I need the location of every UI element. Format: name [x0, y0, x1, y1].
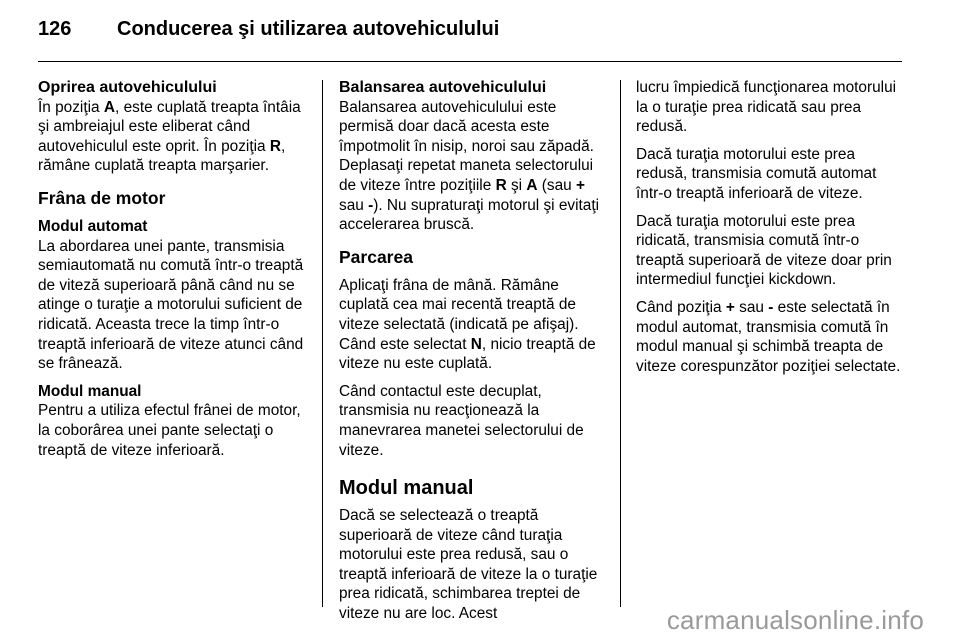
paragraph-col3-2: Dacă turaţia motorului este prea redusă, transmisia comută automat într-o treaptă inferioară de viteze.	[636, 145, 877, 202]
header-divider	[38, 61, 902, 62]
column-divider-2	[620, 80, 621, 607]
paragraph-balansarea: Balansarea autovehiculului este permisă doar dacă acesta este împotmolit în nisip, noroi sau zăpadă. Deplasaţi repetat maneta selectorului de viteze între poziţiile R şi A (sau + sau -). Nu supraturaţi motorul şi evitaţi accelerarea bruscă.	[339, 98, 600, 234]
section-heading-oprirea: Oprirea autovehiculului	[38, 79, 217, 96]
column-3	[636, 78, 904, 384]
page-number: 126	[38, 18, 72, 40]
paragraph-parcarea: Aplicaţi frâna de mână. Rămâne cuplată cea mai recentă treaptă de viteze selectată (indicată pe afişaj). Când este selectat N, nicio treaptă de viteze nu este cuplată.	[339, 276, 596, 373]
column-2	[339, 78, 607, 624]
page-title: Conducerea şi utilizarea autovehiculului	[117, 18, 500, 40]
subheading-modul-manual: Modul manual	[38, 382, 142, 400]
section-heading-parcarea: Parcarea	[339, 246, 413, 267]
page-header	[38, 16, 908, 56]
paragraph-col3-4: Când poziţia + sau - este selectată în modul automat, transmisia comută în modul manual şi schimbă treapta de viteze corespunzător poziţiei selectate.	[636, 298, 901, 375]
paragraph-modul-manual-2: Dacă se selectează o treaptă superioară de viteze când turaţia motorului este prea redusă, sau o treaptă inferioară de viteze la o turaţie prea ridicată, schimbarea treptei de viteze nu are loc. Acest	[339, 507, 598, 623]
paragraph-oprirea: În poziţia A, este cuplată treapta întâia şi ambreiajul este eliberat când autovehiculul este oprit. În poziţia R, rămâne cuplată treapta marşarier.	[38, 98, 301, 175]
paragraph-modul-manual: Pentru a utiliza efectul frânei de motor, la coborârea unei pante selectaţi o treaptă de viteze inferioară.	[38, 402, 301, 459]
column-1	[38, 78, 306, 468]
paragraph-col3-3: Dacă turaţia motorului este prea ridicată, transmisia comută într-o treaptă superioară de viteze doar prin intermediul funcţiei kickdown.	[636, 212, 892, 289]
column-divider-1	[322, 80, 323, 607]
subheading-modul-automat: Modul automat	[38, 217, 148, 235]
section-heading-modul-manual: Modul manual	[339, 477, 474, 500]
paragraph-contact: Când contactul este decuplat, transmisia nu reacţionează la manevrarea manetei selectorului de viteze.	[339, 382, 584, 459]
section-heading-balansarea: Balansarea autovehiculului	[339, 79, 547, 96]
paragraph-modul-automat: La abordarea unei pante, transmisia semiautomată nu comută într-o treaptă de viteză superioară până când nu se atinge o turaţie a motorului suficient de ridicată. Aceasta trece la timp într-o treaptă inferioară de viteze atunci când se frânează.	[38, 237, 304, 373]
watermark: carmanualsonline.info	[666, 605, 924, 635]
paragraph-col3-1: lucru împiedică funcţionarea motorului la o turaţie prea ridicată sau prea redusă.	[636, 79, 897, 136]
section-heading-frana: Frâna de motor	[38, 187, 166, 208]
